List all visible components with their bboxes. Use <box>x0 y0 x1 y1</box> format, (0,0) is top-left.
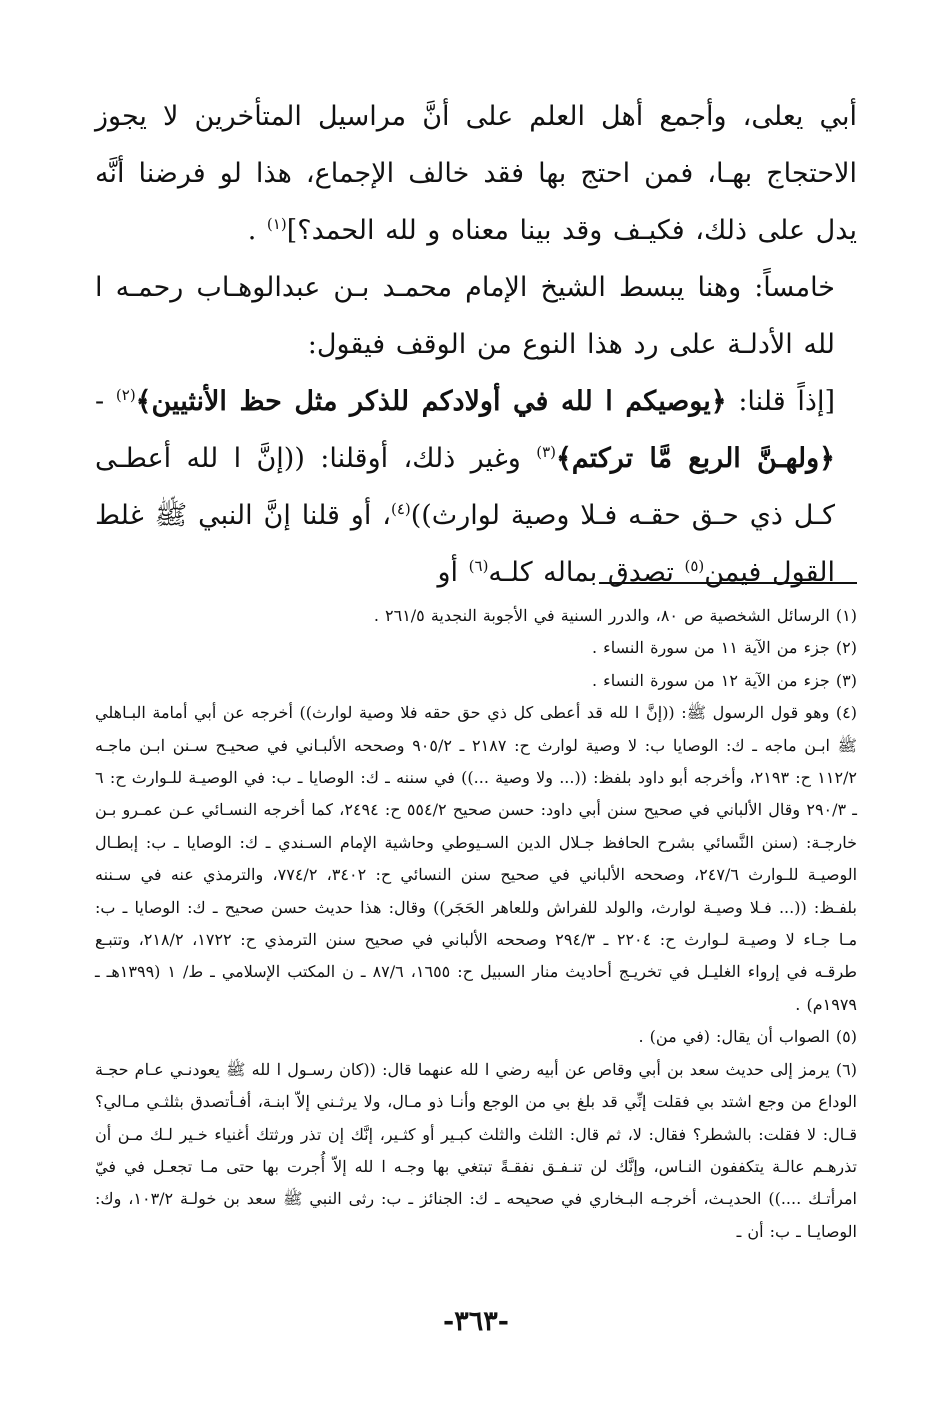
paragraph-1 <box>95 88 857 259</box>
text-run: ، أو قلنا إنَّ النبي ﷺ غلط القول فيمن <box>95 500 835 588</box>
footnote-ref: (٢) <box>115 386 136 404</box>
footnote-ref: (١) <box>266 215 287 233</box>
footnote-3: (٣) جزء من الآية ١٢ من سورة النساء . <box>592 670 857 690</box>
quran-verse: ﴿يوصيكم ا لله في أولادكم للذكر مثل حظ الأنثيين﴾ <box>135 386 727 417</box>
footnote-6: (٦) يرمز إلى حديث سعد بن أبي وقاص عن أبيه رضي ا لله عنهما قال: ((كان رسـول ا لله ﷺ يعودنـي عـام حجـة الوداع من وجع اشتد بي فقلت إنِّي قد بلغ بي من الوجع وأنـا ذو مـال، ولا يرثـني إلاّ ابنـة، أفـأتصدق بثلثـي مـالي؟ قـال: لا فقلت: بالشطر؟ فقال: لا، ثم قال: الثلث والثلث كبـير أو كثـير، إنَّك إن تذر ورثتك أغنياء خـير لـك مـن أن تذرهـم عالـة يتكففون النـاس، وإنَّك لن تنـفـق نفقـةً تبتغي بها وجـه ا لله إلاّ أُجرت بها حتى مـا تجعـل في فيّ امرأتـك ....)) الحديـث، أخرجـه البـخاري في صحيحه ـ ك: الجنائز ـ ب: رثى النبي ﷺ سعد بن خولـة ١٠٣/٢، وك: الوصايـا ـ ب: أن ـ <box>95 1059 857 1241</box>
footnote-4: (٤) وهو قول الرسول ﷺ: ((إنَّ ا لله قد أعطى كل ذي حق حقه فلا وصية لوارث)) أخرجه عن أبي أمامة البـاهلي ﷺ ابـن ماجه ـ ك: الوصايا ب: لا وصية لوارث ح: ٢١٨٧ ـ ٩٠٥/٢ وصححه الألبـاني في صحيـح سـنن ابـن ماجـه ١١٢/٢ ح: ٢١٩٣، وأخرجه أبو داود بلفظ: ((... ولا وصية ...)) في سننه ـ ك: الوصايا ـ ب: في الوصيـة للـوارث ح: ٦ ـ ٢٩٠/٣ وقال الألباني في صحيح سنن أبي داود: حسن صحيح ٥٥٤/٢ ح: ٢٤٩٤، كما أخرجه النسـائي عـن عمـرو بـن خارجـة: (سنن النَّسائي بشرح الحافظ جـلال الدين السـيوطي وحاشية الإمام السـندي ـ ك: الوصايا ـ ب: إبطـال الوصيـة للـوارث ٢٤٧/٦، وصححه الألباني في صحيح سنن النسائي ح: ٣٤٠٢، ٧٧٤/٢، والترمذي عنه في سـننه بلفـظ: ((... فـلا وصيـة لوارث، والولد للفراش وللعاهر الحَجَر)) وقال: هذا حديث حسن صحيح ـ ك: الوصايا ـ ب: مـا جـاء لا وصيـة لـوارث ح: ٢٢٠٤ ـ ٢٩٤/٣ وصححه الألباني في صحيح سنن الترمذي ح: ١٧٢٢، ٢١٨/٢، وتتبـع طرقـه في إرواء الغليـل في تخريـج أحاديث منار السبيل ح: ١٦٥٥، ٨٧/٦ ـ ن المكتب الإسلامي ـ ط/ ١ (١٣٩٩هـ ـ ١٩٧٩م) . <box>95 703 858 1014</box>
text-run: - <box>95 386 116 417</box>
footnote-ref: (٥) <box>684 557 705 575</box>
text-run: أبي يعلى، وأجمع أهل العلم على أنَّ مراسيل المتأخرين لا يجوز الاحتجاج بهـا، فمن احتج بها فقد خالف الإجماع، هذا لو فرضنا أنَّه يدل على ذلك، فكيـف وقد بينا معناه و لله الحمد؟] <box>95 101 857 246</box>
footnote-divider <box>599 582 857 584</box>
footnote-ref: (٤) <box>390 500 411 518</box>
footnote-1: (١) الرسائل الشخصية ص ٨٠، والدرر السنية في الأجوبة النجدية ٢٦١/٥ . <box>373 606 857 625</box>
footnote-5: (٥) الصواب أن يقال: (في من) . <box>638 1027 857 1047</box>
text-run: خامساً: وهنا يبسط الشيخ الإمام محمـد بـن عبدالوهـاب رحمـه ا لله الأدلـة على رد هذا النوع من الوقف فيقول: <box>95 272 835 360</box>
text-run: [إذاً قلنا: <box>726 386 835 417</box>
quran-verse: ﴿ولهـنَّ الربع مَّا تركتم﴾ <box>555 443 835 474</box>
paragraph-2 <box>95 259 857 373</box>
page <box>95 88 857 1361</box>
footnote-ref: (٣) <box>536 443 556 461</box>
paragraph-3 <box>95 373 857 601</box>
main-text <box>95 88 857 601</box>
footnote-2: (٢) جزء من الآية ١١ من سورة النساء . <box>592 638 857 658</box>
text-run: وغير ذلك، أوقلنا: ((إنَّ ا لله أعطـى كـل ذي حـق حقـه فـلا وصية لوارث)) <box>95 443 835 531</box>
page-number: -٣٦٣- <box>443 1306 509 1337</box>
text-run: أو <box>437 557 469 588</box>
footnote-ref: (٦) <box>468 557 489 575</box>
text-run: . <box>247 215 267 246</box>
text-run: تصدق بماله كلـه <box>488 557 685 588</box>
footnotes <box>95 600 857 1248</box>
